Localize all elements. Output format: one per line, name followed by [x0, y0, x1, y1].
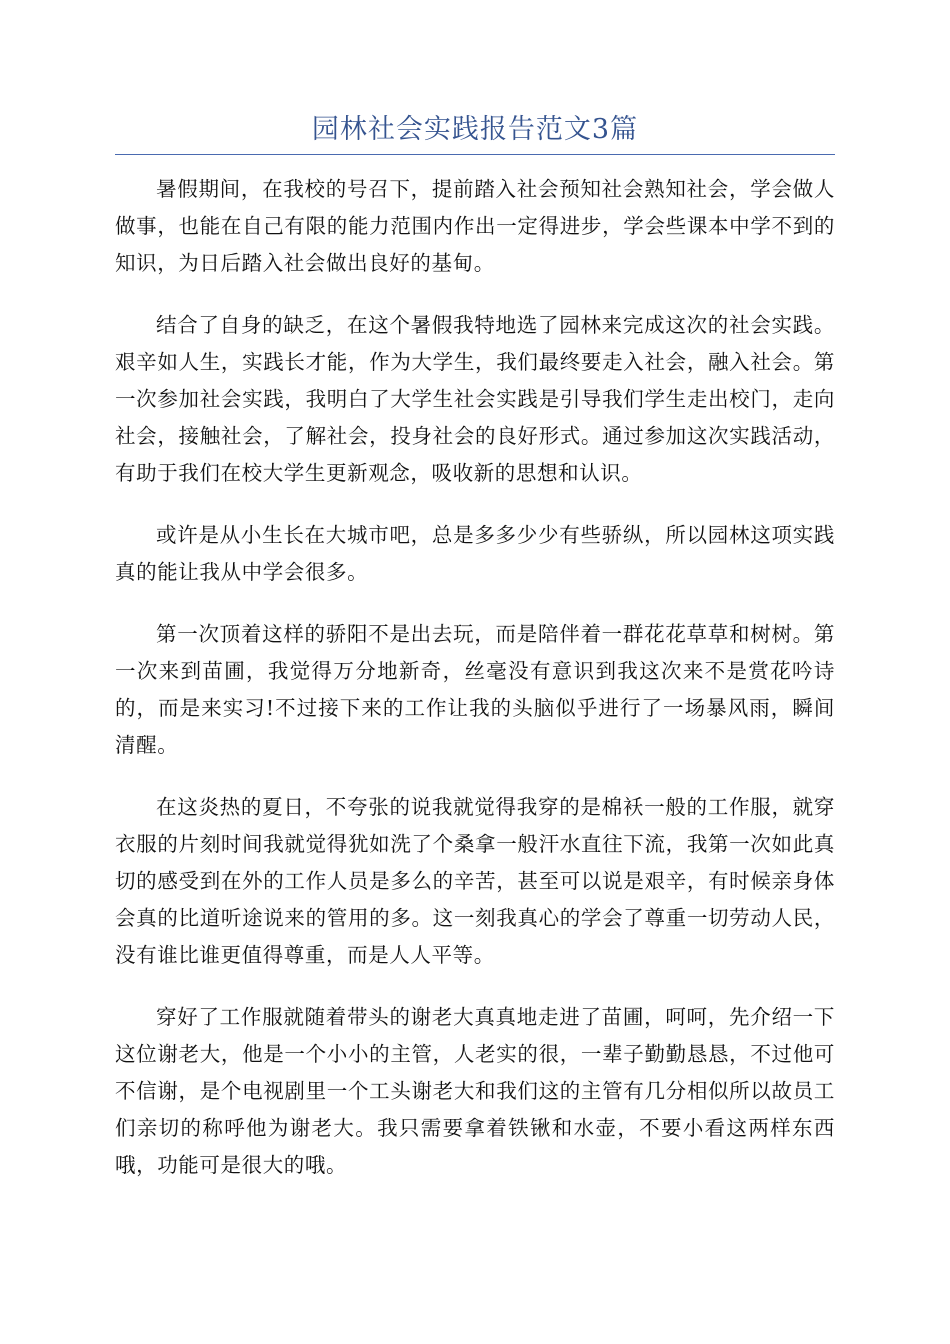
- body-paragraph: 在这炎热的夏日，不夸张的说我就觉得我穿的是棉袄一般的工作服，就穿衣服的片刻时间我就觉得犹如洗了个桑拿一般汗水直往下流，我第一次如此真切的感受到在外的工作人员是多么的辛苦，甚至可以说是艰辛，有时候亲身体会真的比道听途说来的管用的多。这一刻我真心的学会了尊重一切劳动人民，没有谁比谁更值得尊重，而是人人平等。: [115, 795, 835, 967]
- body-paragraph: 第一次顶着这样的骄阳不是出去玩，而是陪伴着一群花花草草和树树。第一次来到苗圃，我觉得万分地新奇，丝毫没有意识到我这次来不是赏花吟诗的，而是来实习!不过接下来的工作让我的头脑似乎进行了一场暴风雨，瞬间清醒。: [115, 622, 835, 757]
- document-title: 园林社会实践报告范文3篇: [311, 114, 639, 145]
- document-body: [115, 171, 835, 1209]
- body-paragraph: 或许是从小生长在大城市吧，总是多多少少有些骄纵，所以园林这项实践真的能让我从中学会很多。: [115, 523, 835, 584]
- body-paragraph: 穿好了工作服就随着带头的谢老大真真地走进了苗圃，呵呵，先介绍一下这位谢老大，他是一个小小的主管，人老实的很，一辈子勤勤恳恳，不过他可不信谢，是个电视剧里一个工头谢老大和我们这的主管有几分相似所以故员工们亲切的称呼他为谢老大。我只需要拿着铁锹和水壶，不要小看这两样东西哦，功能可是很大的哦。: [115, 1005, 835, 1177]
- title-divider: [115, 154, 835, 155]
- body-paragraph: 暑假期间，在我校的号召下，提前踏入社会预知社会熟知社会，学会做人做事，也能在自己有限的能力范围内作出一定得进步，学会些课本中学不到的知识，为日后踏入社会做出良好的基甸。: [115, 177, 835, 275]
- body-paragraph: 结合了自身的缺乏，在这个暑假我特地选了园林来完成这次的社会实践。艰辛如人生，实践长才能，作为大学生，我们最终要走入社会，融入社会。第一次参加社会实践，我明白了大学生社会实践是引导我们学生走出校门，走向社会，接触社会，了解社会，投身社会的良好形式。通过参加这次实践活动，有助于我们在校大学生更新观念，吸收新的思想和认识。: [115, 313, 835, 485]
